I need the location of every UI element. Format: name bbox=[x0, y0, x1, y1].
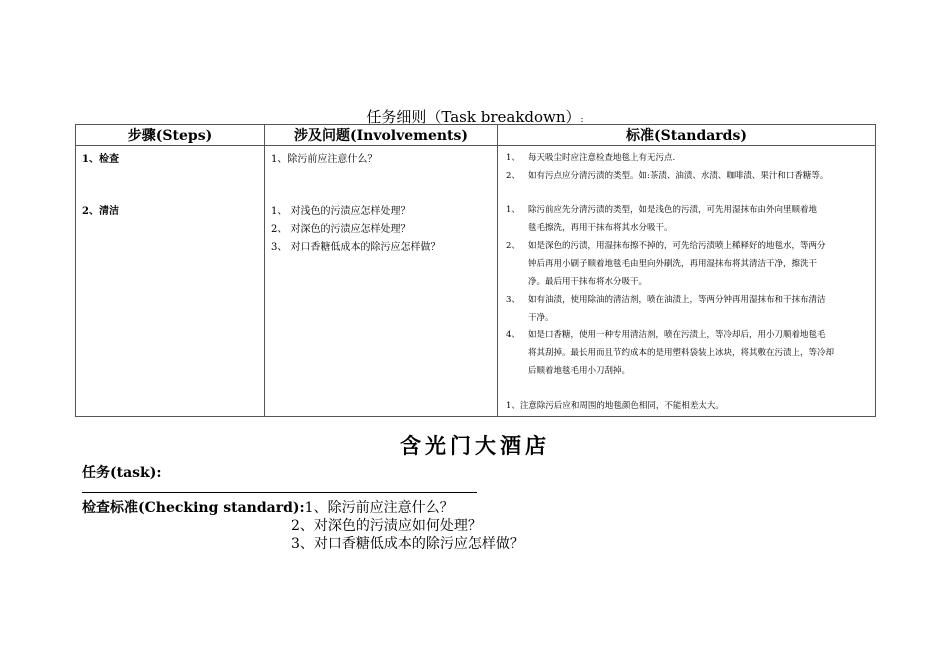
involvements-cell bbox=[265, 146, 498, 417]
involvement-item: 1、除污前应注意什么？ bbox=[271, 154, 378, 165]
hotel-name: 含光门大酒店 bbox=[400, 433, 550, 458]
task-breakdown-table bbox=[75, 124, 876, 417]
standard-line: 4、 如是口香糖，使用一种专用清洁剂，喷在污渍上，等冷却后，用小刀顺着地毯毛 bbox=[506, 330, 826, 340]
standards-cell bbox=[498, 146, 876, 417]
title-colon: : bbox=[580, 115, 584, 125]
standard-line: 1、 除污前应先分清污渍的类型，如是浅色的污渍，可先用湿抹布由外向里顺着地 bbox=[506, 205, 818, 215]
step-check: 1、检查 bbox=[82, 154, 119, 165]
standard-line: 净。最后用干抹布将水分吸干。 bbox=[528, 277, 648, 287]
standard-line: 2、 如有污点应分清污渍的类型。如:茶渍、油渍、水渍、咖啡渍、果汁和口香糖等。 bbox=[506, 171, 829, 181]
steps-cell bbox=[76, 146, 265, 417]
standard-line: 将其刮掉。最长用而且节约成本的是用塑料袋装上冰块，将其敷在污渍上，等冷却 bbox=[528, 348, 835, 358]
standard-line: 毯毛擦洗，再用干抹布将其水分吸干。 bbox=[528, 223, 673, 233]
involvement-item: 1、 对浅色的污渍应怎样处理？ bbox=[271, 206, 411, 217]
task-underline bbox=[82, 492, 477, 493]
checking-standard bbox=[82, 497, 454, 517]
standard-line: 1、 每天吸尘时应注意检查地毯上有无污点. bbox=[506, 153, 676, 163]
checking-item: 3、对口香糖低成本的除污应怎样做？ bbox=[291, 536, 524, 552]
standard-line: 2、 如是深色的污渍，用湿抹布擦不掉的，可先给污渍喷上稀释好的地毯水，等两分 bbox=[506, 241, 826, 251]
header-involvements: 涉及问题(Involvements) bbox=[265, 125, 498, 146]
checking-item: 1、除污前应注意什么？ bbox=[304, 500, 454, 516]
task-label: 任务(task): bbox=[82, 465, 162, 481]
header-standards: 标准(Standards) bbox=[498, 125, 876, 146]
standard-line: 3、 如有油渍，使用除油的清洁剂，喷在油渍上，等两分钟再用湿抹布和干抹布清洁 bbox=[506, 295, 826, 305]
checking-label: 检查标准(Checking standard): bbox=[82, 500, 305, 516]
table-header-row bbox=[76, 125, 876, 146]
title-text: 任务细则（Task breakdown） bbox=[366, 108, 581, 126]
header-steps: 步骤(Steps) bbox=[76, 125, 265, 146]
checking-item: 2、对深色的污渍应如何处理？ bbox=[291, 518, 482, 534]
step-clean: 2、清洁 bbox=[82, 206, 119, 217]
standard-note: 1、注意除污后应和周围的地毯颜色相同，不能相差太大。 bbox=[506, 401, 724, 411]
involvement-item: 2、 对深色的污渍应怎样处理？ bbox=[271, 224, 411, 235]
standard-line: 钟后再用小刷子顺着地毯毛由里向外刷洗，再用湿抹布将其清洁干净，擦洗干 bbox=[528, 259, 818, 269]
standard-line: 干净。 bbox=[528, 313, 554, 323]
table-body-row bbox=[76, 146, 876, 417]
involvement-item: 3、 对口香糖低成本的除污应怎样做？ bbox=[271, 242, 441, 253]
standard-line: 后顺着地毯毛用小刀刮掉。 bbox=[528, 366, 631, 376]
